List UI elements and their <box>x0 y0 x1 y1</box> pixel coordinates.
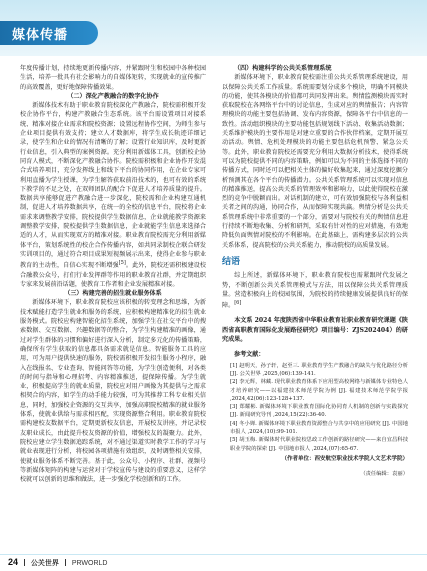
page-footer <box>8 557 107 568</box>
references-title: 参考文献： <box>234 351 265 359</box>
citation: [6] <box>234 300 242 307</box>
paragraph: 新媒体环境下，职业教育院校应该积极的转变理念和思维，为新技术赋能打造学生就业和服务的系统，应积极构建精准化的招生就业服务模式。院校应构建智能化招生系统，加强学生在社交平台中的搜索数据、交互数据、兴趣数据等的整合，为学生构建精准的画像，通过对学生群体的习惯和偏好进行深入分析，制定多元化的传播策略，确保所有学生获取的信息都具备需求就是信息。智能服务工具的应用，可为用户提供快速的服务，院校需积极开发招生服务小程序，融入在线报名、专业查询、智能问答等功能，为学生创造便利，对各类的时间与指导和心理招考、内容精准推送，提保障传播。为学生就业，积极提高学生的就业质量，院校应对用户画像为其提供与之需求相契合的内容，如学生的动手能力较强，可为其推荐工科专业相关信息，同时，加强校企资源的交互共享，加强高职院校精准的就业服务体系，使就业供给与需求相匹配，实现资源整合利用。职业教育院校需构建校友数据平台，定期更新校友信息，开展校友讲座，并记录校友职业成长，由此提升校友资源的价值，增强校友的凝聚力。此外，院校应建立学生数据追踪系统，对不通过渠道实时教学工作的学习与就业表现进行分析，将校园各项措施有效组织，及时调整相关安排，使就业服务体系不断完善。基于此，公众号、小程序、社群、视频号等新媒体矩阵的构建与运营对于学校宣传与建设的重要意义，这样学校就可以创新的思维和做法，进一步强化学校创新和的工作。 <box>20 299 206 484</box>
responsible-editor: （责任编辑：袁丽） <box>360 471 408 478</box>
section-heading: （二）深化产教融合的数字化协作 <box>67 92 159 100</box>
page-number: 24 <box>8 557 19 567</box>
right-column <box>222 64 408 552</box>
section-label: 媒体传播 <box>12 28 69 43</box>
section-tag <box>0 21 98 45</box>
paragraph: 新媒体技术有助于职业教育院校深化产教融合，院校需积极开发校企协作平台，构建产教融合生态系统。该平台需设置项目对接系统、精准对接企业需求和院校资源；设置远程协作空间，为师生参与企业项目提供有效支持；建立人才数据库，将学生成长轨迹详细记录，使学生和企业的情况有清晰的了解；设置行业知识库，及时更新行业信息，引入典型的案例资源。充分利用新媒体工具，创新校企协同育人模式，不断深化产教融合协作。院校需积极和企业协作开发混合式培养项目，充分发挥线上和线下平台的协同作用，在企业专家可利用直播为学生授课，为学生解答获取前沿技术的，也可有效的系统下教学的不足之处，在双师团队的配合下促进人才培养质量的提升。数据共享能够促进产教融合进一步深化，院校需和企业构建互通机制，促进人才培养数据共享，在统一的全校的信息平台，院校将企业需求来调整教学安排，院校提供学生数据信息，企业就能教学资源来调整教学安排，院校提供学生数据信息，企业就能学生信息来选择合适的人才，从而实现双方的精准对接。职业教育院校需充分利用新媒体平台，策划系统性的校企合作传播内容，如共同录制校企联合研发实训项目的，通过符合项目成果短视频展示出来，使得企业参与职业教育的主动性，自信心实现不断增强[5]。此外，院校还需积极建设校合融教公众号，打们行业发挥群等作用的职业教育社群，并定期组织专家来发展前沿话题，使教育工作者和企业发展精准对接。 <box>20 102 206 288</box>
header-band <box>0 0 427 56</box>
section-heading: （四）构建科学的公共关系管理系统 <box>234 65 332 72</box>
footer-divider <box>65 559 66 566</box>
funding-note: 本文系 2024 年度陕西省中华职业教育社职业教育研究课题《陕西省高职教育国际化发展路径研究》项目编号：ZJS202404）的研究成果。 <box>222 317 408 344</box>
section-heading: （三）构建完善的招生就业服务体系 <box>64 290 162 298</box>
left-column <box>20 64 206 552</box>
footer-rule <box>0 554 427 555</box>
conclusion-title: 结语 <box>222 256 241 267</box>
reference-item: [2] 李元辉，林藏. 现代职业教育体系下应用型高校网络与新媒体专业特色人才培养研究——以福建技术师范学院为例 [J]. 福建技术师范学院学报 ,2024,42(06):123-128+137. <box>230 379 408 402</box>
reference-item: [1] 赵明天，孙子轩，赵至三. 职业教育学生产教融合的缺失与优化路径分析 [J]. 公关世界 ,2025,(06):139-141. <box>230 362 408 377</box>
author-affiliation: （作者单位：西安航空职业技术学院人文艺术学院） <box>281 455 408 462</box>
reference-item: [5] 胡玉梅. 新媒体时代职业院校思政工作创新的路径研究——来自宜昌科技职业学院的探索 [J]. 中国地市报人 ,2024,(07):65-67. <box>230 437 408 452</box>
citation: [5] <box>118 260 126 267</box>
footer-divider <box>24 559 25 566</box>
magazine-name: 公关世界 <box>30 560 59 567</box>
paragraph: 新媒体环境下，职业教育院校需注重公共关系管理系统建设，用以保障公共关系工作质量。系统需要划分成多个模块，明确不同模块的功能，使其各模块的价值都可共同发挥出来。舆情监测模块需实时获取院校在各网络平台中的讨论信息，生成对应的舆情报告；内容管理模块的功能主要包括协调、发布内容资源，保障各平台中信息的一致性。活动组织模块的主要功能包括规划线下活动、收集活动数据；关系维护模块的主要作用是对建立重要的合作伙伴档案，定期开展互动活动。舆情、危机处理模块的功能主要包括危机预警、紧急公关等。此外，职业教育院校还需要充分利用大数据分析技术，使得系统可以为院校提供不同的内容策略，例如可以为不同的主体选择不同的传播方式，同时还可以把相关主体的偏好收集起来，通过深度挖掘分析预测其在各个平台的传播潜力。公共关系管理系统可以实现对信息的精准推送，提高公共关系的管理效率和影响力，以此使得院校在激烈的竞争中脱颖而出。对话机制的建立，可有效加强院校与各利益相关者之间的沟通，协同合作，从而保障实现共赢。舆情分析是公共关系管理系统中非常重要的一个部分，需要对与院校有关的舆情信息进行持续不断地收集、分析和研判，采取有针对性的应对措施，有效地降低负面舆情对院校的不利影响。在此基础上，需构建多层次的公共关系体系，提高院校的公共关系能力，推动院校的高质量发展。 <box>222 74 408 249</box>
reference-item: [3] 郑耀彬. 新媒体环境下职业教育国际化协同育人机制的创新与实践探究 [J]. 新闻研究导刊 ,2024,15(22):36-40. <box>230 404 408 419</box>
magazine-brand: PRWORLD <box>71 560 108 567</box>
conclusion-text: 综上所述，新媒体环境下，职业教育院校也需紧跟时代发展之势，不断创新公共关系管理模式与方法，用以保障公共关系管理质量。营造积极向上的校园氛围，为院校的持续健康发展提供良好的保障。[6] <box>222 272 408 310</box>
paragraph: 年度传播计划，持续地更新传播内容，并紧跟时生和校园中各种校园生活，培养一批具有社会影响力的自媒体矩转，实现就业的宣传推广的高效覆盖，更好地保障传播效果。 <box>20 65 206 91</box>
reference-item: [4] 冬小婵. 新媒体环境下职业教育资源整合与共享中的应用研究 [J]. 中国地市报人 ,2024,(10):99-101. <box>230 420 408 436</box>
